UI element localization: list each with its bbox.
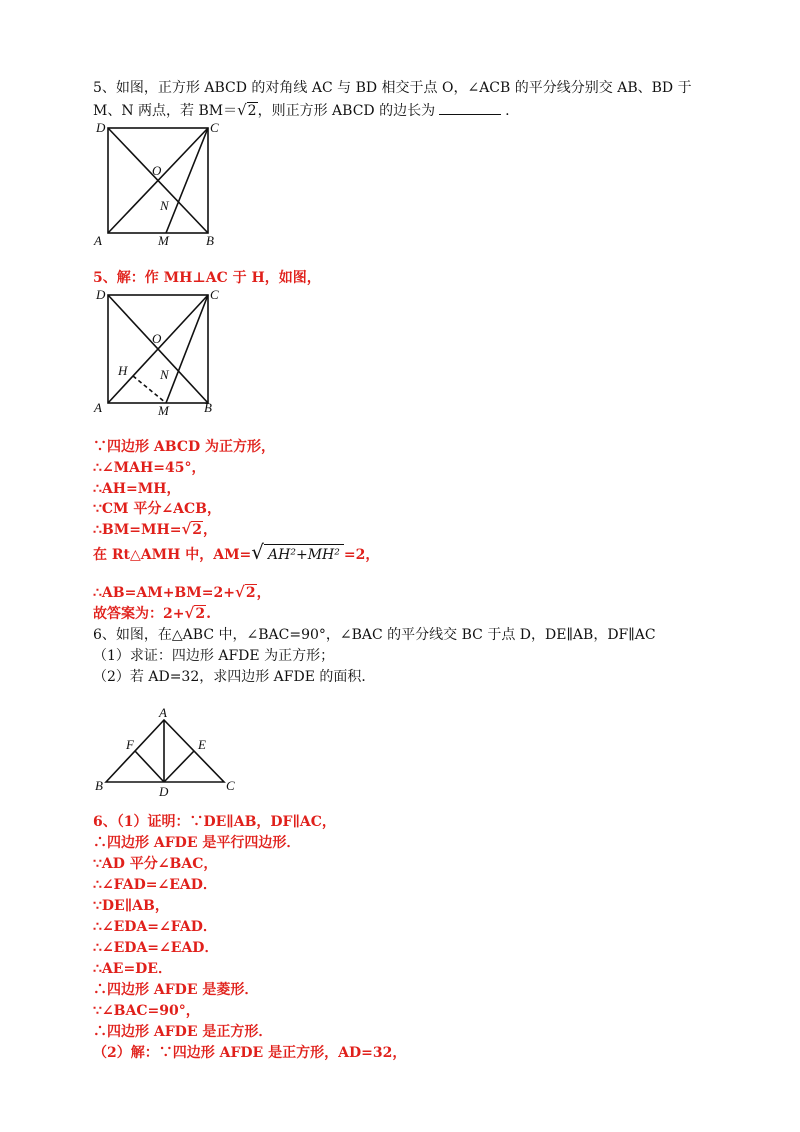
p6-solution-line11: ∴四边形 AFDE 是正方形． (93, 1024, 273, 1040)
segment-de (164, 751, 194, 782)
l9-text-a: 故答案为：2+ (93, 606, 185, 622)
label-m-2: M (158, 403, 169, 418)
p6-solution-line3: ∵AD 平分∠BAC， (93, 856, 218, 872)
segment-df (135, 751, 164, 782)
p5-solution-line8 (93, 583, 271, 602)
p5-solution-figure (90, 285, 230, 417)
p6-solution-line8: ∴AE=DE． (93, 961, 172, 977)
p6-solution-line2: ∴四边形 AFDE 是平行四边形． (93, 835, 301, 851)
p6-question-line1: 6、如图，在△ABC 中，∠BAC=90°，∠BAC 的平分线交 BC 于点 D，DE∥AB，DF∥AC (93, 627, 656, 643)
p5-solution-line4: ∴AH=MH， (93, 481, 181, 497)
l6-text-b: ， (203, 522, 218, 538)
p6-figure-triangle (92, 706, 252, 798)
label-o: O (152, 163, 162, 178)
label-d-3: D (159, 784, 169, 799)
sqrt-expression: √2 (181, 520, 203, 538)
sqrt-expression: √2 (237, 101, 257, 119)
label-a-3: A (159, 705, 167, 720)
sqrt-expression: √2 (184, 604, 206, 622)
sqrt-radicand: 2 (195, 606, 206, 622)
label-d: D (96, 120, 106, 135)
p5-solution-line5: ∵CM 平分∠ACB， (93, 501, 221, 517)
label-o-2: O (152, 331, 162, 346)
sqrt-radicand: 2 (247, 103, 257, 119)
label-h: H (118, 363, 128, 378)
sqrt-expression: √2 (234, 583, 256, 601)
label-a-2: A (94, 400, 102, 415)
p6-solution-line1: 6、（1）证明：∵DE∥AB，DF∥AC， (93, 814, 336, 830)
answer-blank[interactable] (439, 102, 501, 115)
p6-solution-line4: ∴∠FAD=∠EAD． (93, 877, 217, 893)
sqrt-radicand: 2 (245, 585, 256, 601)
triangle-abc (106, 720, 224, 782)
p5-solution-line1: 5、解：作 MH⊥AC 于 H，如图， (93, 270, 321, 286)
bisector-cm (166, 128, 208, 233)
p5-question-line1: 5、如图，正方形 ABCD 的对角线 AC 与 BD 相交于点 O，∠ACB 的平分线分别交 AB、BD 于 (93, 80, 692, 96)
label-c: C (210, 120, 219, 135)
bisector-cm-2 (166, 295, 208, 403)
sqrt-radicand-large: AH²+MH² (264, 544, 344, 565)
p6-question-line2: （1）求证：四边形 AFDE 为正方形； (93, 648, 335, 664)
p5-q2-end: . (505, 103, 510, 119)
label-c-3: C (226, 778, 235, 793)
label-e: E (198, 737, 206, 752)
p6-solution-line9: ∴四边形 AFDE 是菱形． (93, 982, 259, 998)
label-b: B (206, 233, 214, 248)
label-c-2: C (210, 287, 219, 302)
p6-solution-line6: ∴∠EDA=∠FAD． (93, 919, 217, 935)
label-a: A (94, 233, 102, 248)
label-n: N (160, 198, 169, 213)
p5-solution-line2: ∵四边形 ABCD 为正方形， (93, 439, 275, 455)
label-f: F (126, 737, 134, 752)
l7-text-a: 在 Rt△AMH 中，AM= (93, 547, 252, 563)
p6-solution-line7: ∴∠EDA=∠EAD． (93, 940, 219, 956)
sqrt-expression-large: √ AH²+MH² (251, 543, 344, 564)
label-d-2: D (96, 287, 106, 302)
p6-solution-line12: （2）解：∵四边形 AFDE 是正方形，AD=32， (93, 1045, 407, 1061)
label-b-3: B (95, 778, 103, 793)
l6-text-a: ∴BM=MH= (93, 522, 182, 538)
p5-solution-line9 (93, 604, 211, 623)
p5-q2-text-a: M、N 两点，若 BM＝ (93, 103, 238, 119)
l9-text-b: . (206, 606, 211, 622)
p5-figure-square (90, 118, 230, 248)
p5-solution-line6 (93, 520, 217, 539)
p6-question-line3: （2）若 AD=32，求四边形 AFDE 的面积． (93, 669, 376, 685)
l8-text-a: ∴AB=AM+BM=2+ (93, 585, 235, 601)
l7-text-b: =2， (343, 547, 380, 563)
p5-q2-text-b: ，则正方形 ABCD 的边长为 (257, 103, 436, 119)
p5-solution-line7 (93, 540, 380, 564)
sqrt-radicand: 2 (192, 522, 203, 538)
l8-text-b: ， (256, 585, 271, 601)
label-n-2: N (160, 367, 169, 382)
label-b-2: B (204, 400, 212, 415)
p6-solution-line5: ∵DE∥AB， (93, 898, 169, 914)
p5-solution-line3: ∴∠MAH=45°， (93, 460, 206, 476)
label-m: M (158, 233, 169, 248)
p6-solution-line10: ∵∠BAC=90°， (93, 1003, 200, 1019)
